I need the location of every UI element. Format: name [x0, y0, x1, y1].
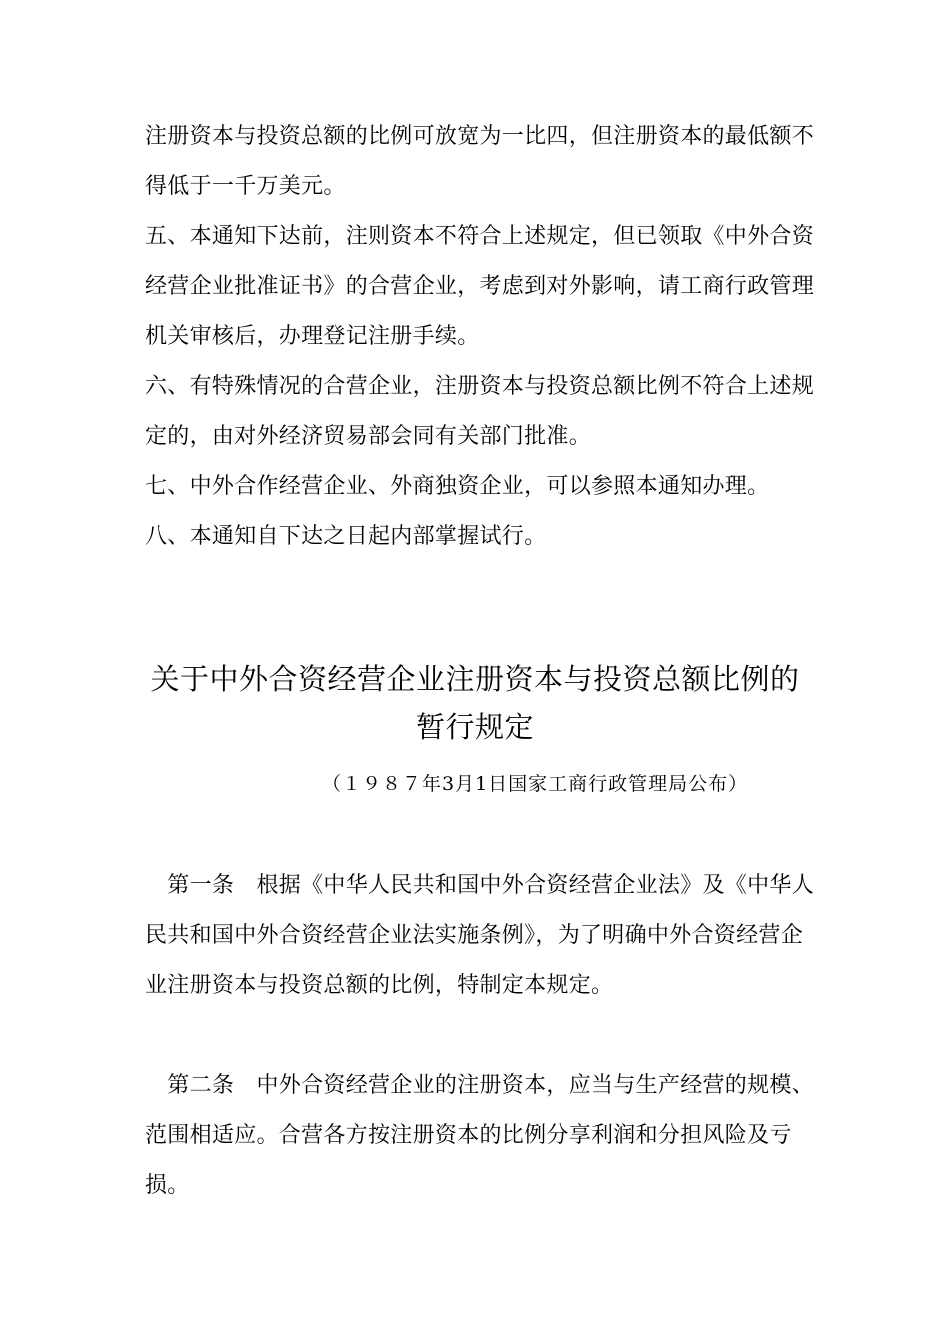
regulation-title-line-2: 暂行规定: [415, 710, 534, 744]
item-8-line-1: 八、本通知自下达之日起内部掌握试行。: [145, 524, 547, 549]
regulation-source: （１９８７年3月1日国家工商行政管理局公布）: [322, 773, 749, 795]
item-6-line-2: 定的，由对外经济贸易部会同有关部门批准。: [145, 424, 592, 449]
continued-line-1: 注册资本与投资总额的比例可放宽为一比四，但注册资本的最低额不: [145, 124, 815, 149]
item-7-line-1: 七、中外合作经营企业、外商独资企业，可以参照本通知办理。: [145, 474, 770, 499]
article-2-line-2: 范围相适应。合营各方按注册资本的比例分享利润和分担风险及亏: [145, 1123, 792, 1148]
article-2-line-1: 第二条 中外合资经营企业的注册资本，应当与生产经营的规模、: [145, 1073, 815, 1098]
article-2-line-3: 损。: [145, 1173, 190, 1198]
article-1-line-2: 民共和国中外合资经营企业法实施条例》，为了明确中外合资经营企: [145, 923, 804, 948]
item-5-line-3: 机关审核后，办理登记注册手续。: [145, 324, 480, 349]
continued-line-2: 得低于一千万美元。: [145, 174, 346, 199]
item-6-line-1: 六、有特殊情况的合营企业，注册资本与投资总额比例不符合上述规: [145, 374, 815, 399]
item-5-line-2: 经营企业批准证书》的合营企业，考虑到对外影响，请工商行政管理: [145, 274, 815, 299]
regulation-title-line-1: 关于中外合资经营企业注册资本与投资总额比例的: [150, 662, 800, 696]
article-1-line-3: 业注册资本与投资总额的比例，特制定本规定。: [145, 973, 614, 998]
article-1-line-1: 第一条 根据《中华人民共和国中外合资经营企业法》及《中华人: [145, 873, 815, 898]
item-5-line-1: 五、本通知下达前，注则资本不符合上述规定，但已领取《中外合资: [145, 224, 815, 249]
